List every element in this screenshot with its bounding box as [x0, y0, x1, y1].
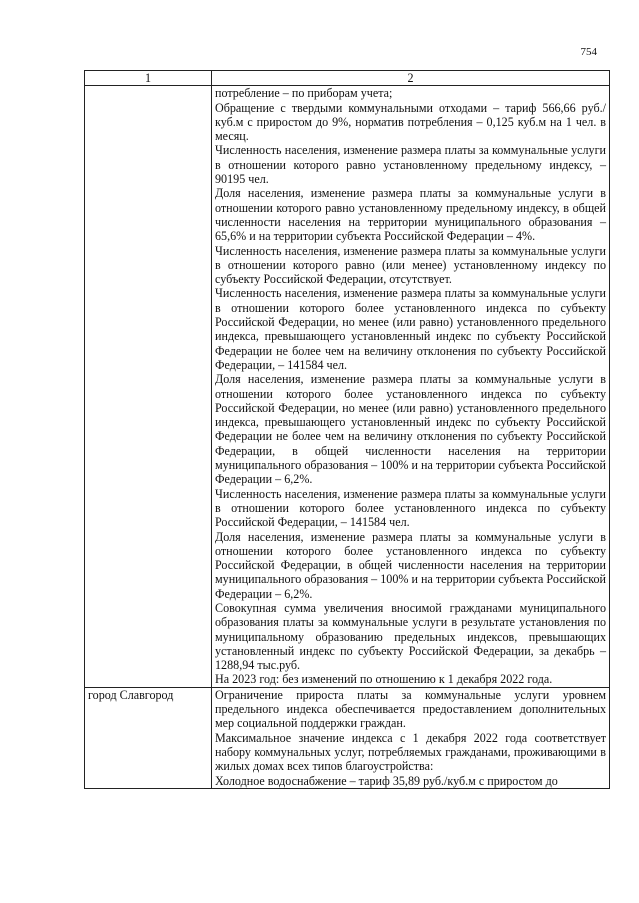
paragraph: Максимальное значение индекса с 1 декабря 2022 года соответствует набору коммунальных услуг, потребляемых гражданами, проживающими в жилых домах всех типов благоустройства:: [215, 730, 606, 774]
table-header-row: [85, 71, 610, 86]
paragraph: Ограничение прироста платы за коммунальные услуги уровнем предельного индекса обеспечивается предоставлением дополнительных мер социальной поддержки граждан.: [215, 687, 606, 731]
paragraph: Численность населения, изменение размера платы за коммунальные услуги в отношении которого равно установленному предельному индексу, – 90195 чел.: [215, 143, 606, 187]
paragraph: Обращение с твердыми коммунальными отходами – тариф 566,66 руб./куб.м с приростом до 9%, норматив потребления – 0,125 куб.м на 1 чел. в месяц.: [215, 100, 606, 144]
table-row: [85, 687, 610, 788]
paragraph: Доля населения, изменение размера платы за коммунальные услуги в отношении которого равно установленному предельному индексу, в общей численности населения на территории муниципального образования – 65,6% и на территории субъекта Российской Федерации – 4%.: [215, 186, 606, 244]
paragraph: Численность населения, изменение размера платы за коммунальные услуги в отношении которого более установленного индекса по субъекту Российской Федерации, – 141584 чел.: [215, 486, 606, 530]
row1-description-cell: [212, 86, 610, 687]
row2-description-cell: [212, 687, 610, 788]
header-col-1: 1: [85, 71, 212, 86]
row1-municipality-cell: [85, 86, 212, 687]
paragraph: Доля населения, изменение размера платы за коммунальные услуги в отношении которого более установленного индекса по субъекту Российской Федерации, но менее (или равно) установленного предельного индекса, превышающего установленный индекс по субъекту Российской Федерации не более чем на величину отклонения по субъекту Российской Федерации, в общей численности населения на территории муниципального образования – 100% и на территории субъекта Российской Федерации – 6,2%.: [215, 372, 606, 487]
paragraph: Доля населения, изменение размера платы за коммунальные услуги в отношении которого более установленного индекса по субъекту Российской Федерации, в общей численности населения на территории муниципального образования – 100% и на территории субъекта Российской Федерации – 6,2%.: [215, 529, 606, 601]
page-number: 754: [580, 46, 597, 58]
paragraph: Численность населения, изменение размера платы за коммунальные услуги в отношении которого более установленного индекса по субъекту Российской Федерации, но менее (или равно) установленного предельного индекса, превышающего установленный индекс по субъекту Российской Федерации не более чем на величину отклонения по субъекту Российской Федерации, – 141584 чел.: [215, 286, 606, 372]
paragraph: Холодное водоснабжение – тариф 35,89 руб./куб.м с приростом до: [215, 773, 558, 788]
row2-municipality-cell: город Славгород: [85, 687, 212, 788]
paragraph: Совокупная сумма увеличения вносимой гражданами муниципального образования платы за коммунальные услуги в результате установления по муниципальному образованию предельных индексов, превышающих установленный индекс по субъекту Российской Федерации, за декабрь – 1288,94 тыс.руб.: [215, 600, 606, 673]
paragraph: Численность населения, изменение размера платы за коммунальные услуги в отношении которого равно (или менее) установленному индексу по субъекту Российской Федерации, отсутствует.: [215, 243, 606, 287]
table-row: [85, 86, 610, 687]
header-col-2: 2: [212, 71, 610, 86]
paragraph: потребление – по приборам учета;: [215, 86, 393, 101]
paragraph: На 2023 год: без изменений по отношению к 1 декабря 2022 года.: [215, 672, 553, 687]
document-table: [84, 70, 610, 789]
